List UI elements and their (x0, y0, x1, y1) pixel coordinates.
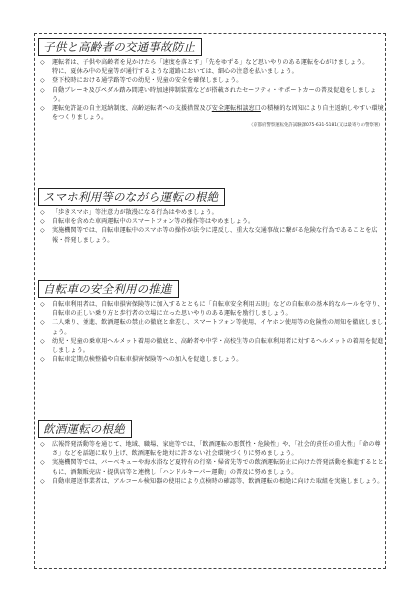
diamond-bullet-icon: ◇ (40, 209, 45, 216)
list-item: ◇ 広報啓発活動等を通じて、地域、職場、家庭等では、「飲酒運転の悪質性・危険性」や、「社会的責任の重大性」「命の尊さ」などを話題に取り上げ、飲酒運転を絶対に許さない社会環境づくりに努めましょう。 (40, 441, 381, 458)
list-item: ◇ 自転車を含めた車両運転中のスマートフォン等の操作等はやめましょう。 (40, 218, 255, 226)
list-item: ◇ 幼児・児童の乗車用ヘルメット着用の徹底と、高齢者や中学・高校生等の自転車利用者に対するヘルメットの着用を促進しましょう。 (40, 337, 384, 355)
diamond-bullet-icon: ◇ (40, 105, 45, 113)
diamond-bullet-icon: ◇ (40, 441, 45, 448)
section-bicycle (38, 278, 386, 364)
list-item: ◇ 自転車定期点検整備や自転車損害保険等への加入を促進しましょう。 (40, 356, 243, 364)
list-item: ◇ 運転免許証の自主返納制度、高齢运転者への支援措置及び安全運転相談窓口の積極的な周知により自主返納しやすい環境をつくりましょう。 (40, 105, 384, 122)
diamond-bullet-icon: ◇ (40, 477, 45, 485)
list-item: ◇ 実施機関等では、バーベキューや海水浴など夏特有の行楽・帰省先等での飲酒運転防止に向けた啓発活動を推進するとともに、酒類販売店・提供店等と連携し「ハンドルキーパー運動」の普及に努めましょう。 (40, 459, 384, 476)
list-item: ◇ 「歩きスマホ」等注意力が散漫になる行為はやめましょう。 (40, 209, 218, 216)
section-heading: 子供と高齢者の交通事故防止 (38, 38, 202, 56)
diamond-bullet-icon: ◇ (40, 459, 45, 467)
list-item: ◇ 二人乗り、並進、飲酒運転の禁止の徹底と傘差し、スマートフォン等使用、イヤホン使用等の危険性の周知を徹底しましょう。 (40, 319, 384, 336)
diamond-bullet-icon: ◇ (40, 319, 45, 327)
section-heading: スマホ利用等のながら運転の根絶 (38, 188, 225, 206)
list-item: ◇ 自動ブレーキ及びペダル踏み間違い時加速抑制装置などが搭載されたセーフティ・サポートカーの普及促進をしましょう。 (40, 86, 377, 103)
diamond-bullet-icon: ◇ (40, 77, 45, 85)
contact-note: （京都府警察運転免許試験課075-631-5181(又は最寄りの警察署) (248, 123, 380, 129)
list-item: ◇ 自動車運送事業者は、アルコール検知器の使用により点検時の確認等、飲酒運転の根絶に向けた取組を実施しましょう。 (40, 477, 384, 485)
section-drunk-driving (38, 418, 386, 486)
list-item: ◇ 自転車利用者は、自転車損害保険等に加入するとともに「自転車安全利用五則」などの自転車の基本的なルールを守り、自転車の正しい乗り方と歩行者の立場に立った思いやりのある運転を励行しましょう。 (40, 301, 384, 318)
diamond-bullet-icon: ◇ (40, 301, 45, 308)
diamond-bullet-icon: ◇ (40, 86, 45, 94)
list-item: 特に、夏休み中の児童等が通行するような道路においては、細心の注意を払いましょう。 (52, 68, 298, 76)
section-child-elderly (38, 36, 386, 129)
section-heading: 自転車の安全利用の推進 (38, 280, 179, 298)
diamond-bullet-icon: ◇ (40, 59, 45, 66)
section-smartphone (38, 186, 386, 245)
list-item: ◇ 登下校時における通学路等での幼児・児童の安全を確保しましょう。 (40, 77, 243, 85)
diamond-bullet-icon: ◇ (40, 218, 45, 226)
diamond-bullet-icon: ◇ (40, 337, 45, 345)
consultation-desk-text: 安全運転相談窓口 (211, 105, 261, 113)
list-item: ◇ 実施機関等では、自転車運転中のスマホ等の操作が法令に違反し、重大な交通事故に繋がる危険な行為であることを広報・啓発しましょう。 (40, 227, 378, 244)
diamond-bullet-icon: ◇ (40, 356, 45, 364)
list-item: ◇ 運転者は、子供や高齢者を見かけたら「速度を落とす」「先をゆずる」など思いやりのある運転を心がけましょう。 (40, 59, 369, 66)
diamond-bullet-icon: ◇ (40, 227, 45, 235)
section-heading: 飲酒運転の根絶 (38, 420, 132, 438)
